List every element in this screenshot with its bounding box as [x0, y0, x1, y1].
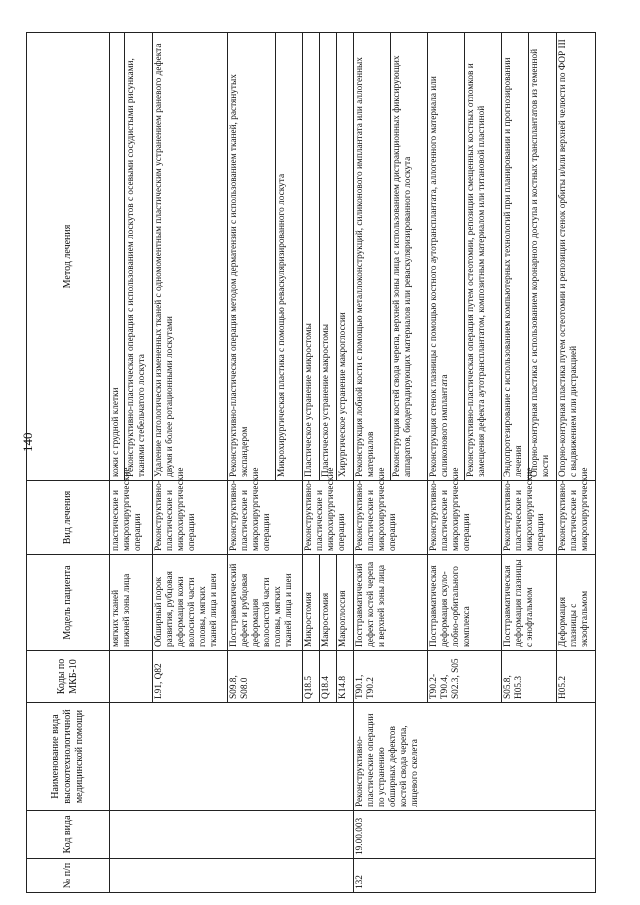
cell-mkb: S09.8, S08.0 — [227, 651, 302, 703]
cell-mkb: K14.8 — [337, 651, 354, 703]
cell-method: Реконструктивно-пластическая операция методом дерматензии с использованием тканей, растянутых экспандером — [227, 33, 275, 481]
table-row — [354, 33, 391, 893]
header-num: № п/п — [27, 859, 110, 893]
hmc-table — [26, 32, 596, 893]
cell-num: 132 — [354, 859, 596, 893]
cell-vid: Реконструктивно-пластические и микрохирургические — [556, 481, 595, 555]
table-row — [110, 33, 125, 893]
cell-model: Макроглоссия — [337, 555, 354, 651]
cell-code: 19.00.003 — [354, 811, 596, 859]
cell-method: Микрохирургическая пластика с помощью реваскуляризированного лоскута — [275, 33, 302, 481]
table-header-row — [27, 33, 110, 893]
cell-model: Макростомия — [320, 555, 337, 651]
header-mkb: Коды по МКБ-10 — [27, 651, 110, 703]
cell-mkb: S05.8, H05.3 — [502, 651, 557, 703]
document-sheet — [26, 33, 596, 893]
cell-mkb — [110, 651, 153, 703]
cell-mkb: H05.2 — [556, 651, 595, 703]
cell-method: Пластическое устранение микростомы — [302, 33, 319, 481]
cell-name: Реконструктивно-пластические операции по устранению обширных дефектов костей свода черепа, лицевого скелета — [354, 703, 596, 811]
header-model: Модель пациента — [27, 555, 110, 651]
cell-method: Удаление патологически измененных тканей с одномоментным пластическим устранением раневого дефекта двумя и более ротационными лоскутами — [152, 33, 227, 481]
cell-vid: Реконструктивно-пластические и микрохирургические операции — [354, 481, 428, 555]
cell-model: Посттравматическая деформация скуло-лобно-орбитального комплекса — [428, 555, 502, 651]
cell-model: Микростомия — [302, 555, 319, 651]
header-method: Метод лечения — [27, 33, 110, 481]
header-vid: Вид лечения — [27, 481, 110, 555]
header-code: Код вида — [27, 811, 110, 859]
cell-mkb: Q18.5 — [302, 651, 319, 703]
cell-mkb: T90.1, T90.2 — [354, 651, 428, 703]
cell-mkb: T90.2-T90.4, S02.3, S05 — [428, 651, 502, 703]
header-name: Наименование вида высокотехнологичной медицинской помощи — [27, 703, 110, 811]
cell-method: Опорно-контурная пластика с использованием коронарного доступа и костных трансплантатов из теменной кости — [529, 33, 556, 481]
cell-model: мягких тканей нижней зоны лица — [110, 555, 153, 651]
cell-method: кожи с грудной клетки — [110, 33, 125, 481]
cell-vid: Реконструктивно-пластические и микрохирургические операции — [227, 481, 302, 555]
cell-method: Хирургическое устранение макроглоссии — [337, 33, 354, 481]
cell-model: Деформация глазницы с экзофтальмом — [556, 555, 595, 651]
cell-method: Реконструктивно-пластическая операция путем остеотомии, репозиции смещенных костных отломков и замещения дефекта аутотрансплантатом, композитным материалом или титановой пластиной — [465, 33, 502, 481]
cell-vid: пластические и микрохирургические операции — [110, 481, 153, 555]
cell-mkb: L91, Q82 — [152, 651, 227, 703]
cell-vid: Реконструктивно-пластические и микрохирургические операции — [302, 481, 353, 555]
cell-method: Опорно-контурная пластика путем остеотомии и репозиции стенок орбиты и/или верхней челюсти по ФОР III с выдвижением или дистракцией — [556, 33, 595, 481]
cell-method: Пластическое устранение макростомы — [320, 33, 337, 481]
cell-method: Реконструктивно-пластическая операция с использованием лоскутов с осевыми сосудистыми рисунками, тканями стебельчатого лоскута — [125, 33, 152, 481]
cell-name — [110, 703, 354, 811]
cell-vid: Реконструктивно-пластические и микрохирургические операции — [152, 481, 227, 555]
page-number: 140 — [20, 432, 35, 452]
cell-method: Эндопротезирование с использованием компьютерных технологий при планировании и прогнозировании лечения — [502, 33, 529, 481]
cell-method: Реконструкция костей свода черепа, верхней зоны лица с использованием дистракционных фиксирующих аппаратов, биодеградирующих материалов или реваскуляризированного лоскута — [391, 33, 428, 481]
cell-model: Посттравматический дефект и рубцовая деформация волосистой части головы, мягких тканей лица и шеи — [227, 555, 302, 651]
cell-method: Реконструкция лобной кости с помощью металлоконструкций, силиконового имплантата или аллогенных материалов — [354, 33, 391, 481]
cell-method: Реконструкция стенок глазницы с помощью костного аутотрансплантата, аллогенного материала или силиконового имплантата — [428, 33, 465, 481]
cell-vid: Реконструктивно-пластические и микрохирургические операции — [502, 481, 557, 555]
cell-mkb: Q18.4 — [320, 651, 337, 703]
cell-model: Обширный порок развития, рубцовая деформация кожи волосистой части головы, мягких тканей лица и шеи — [152, 555, 227, 651]
cell-num — [110, 859, 354, 893]
cell-code — [110, 811, 354, 859]
cell-model: Посттравматический дефект костей черепа и верхней зоны лица — [354, 555, 428, 651]
cell-model: Посттравматическая деформация глазницы с энофтальмом — [502, 555, 557, 651]
cell-vid: Реконструктивно-пластические и микрохирургические операции — [428, 481, 502, 555]
